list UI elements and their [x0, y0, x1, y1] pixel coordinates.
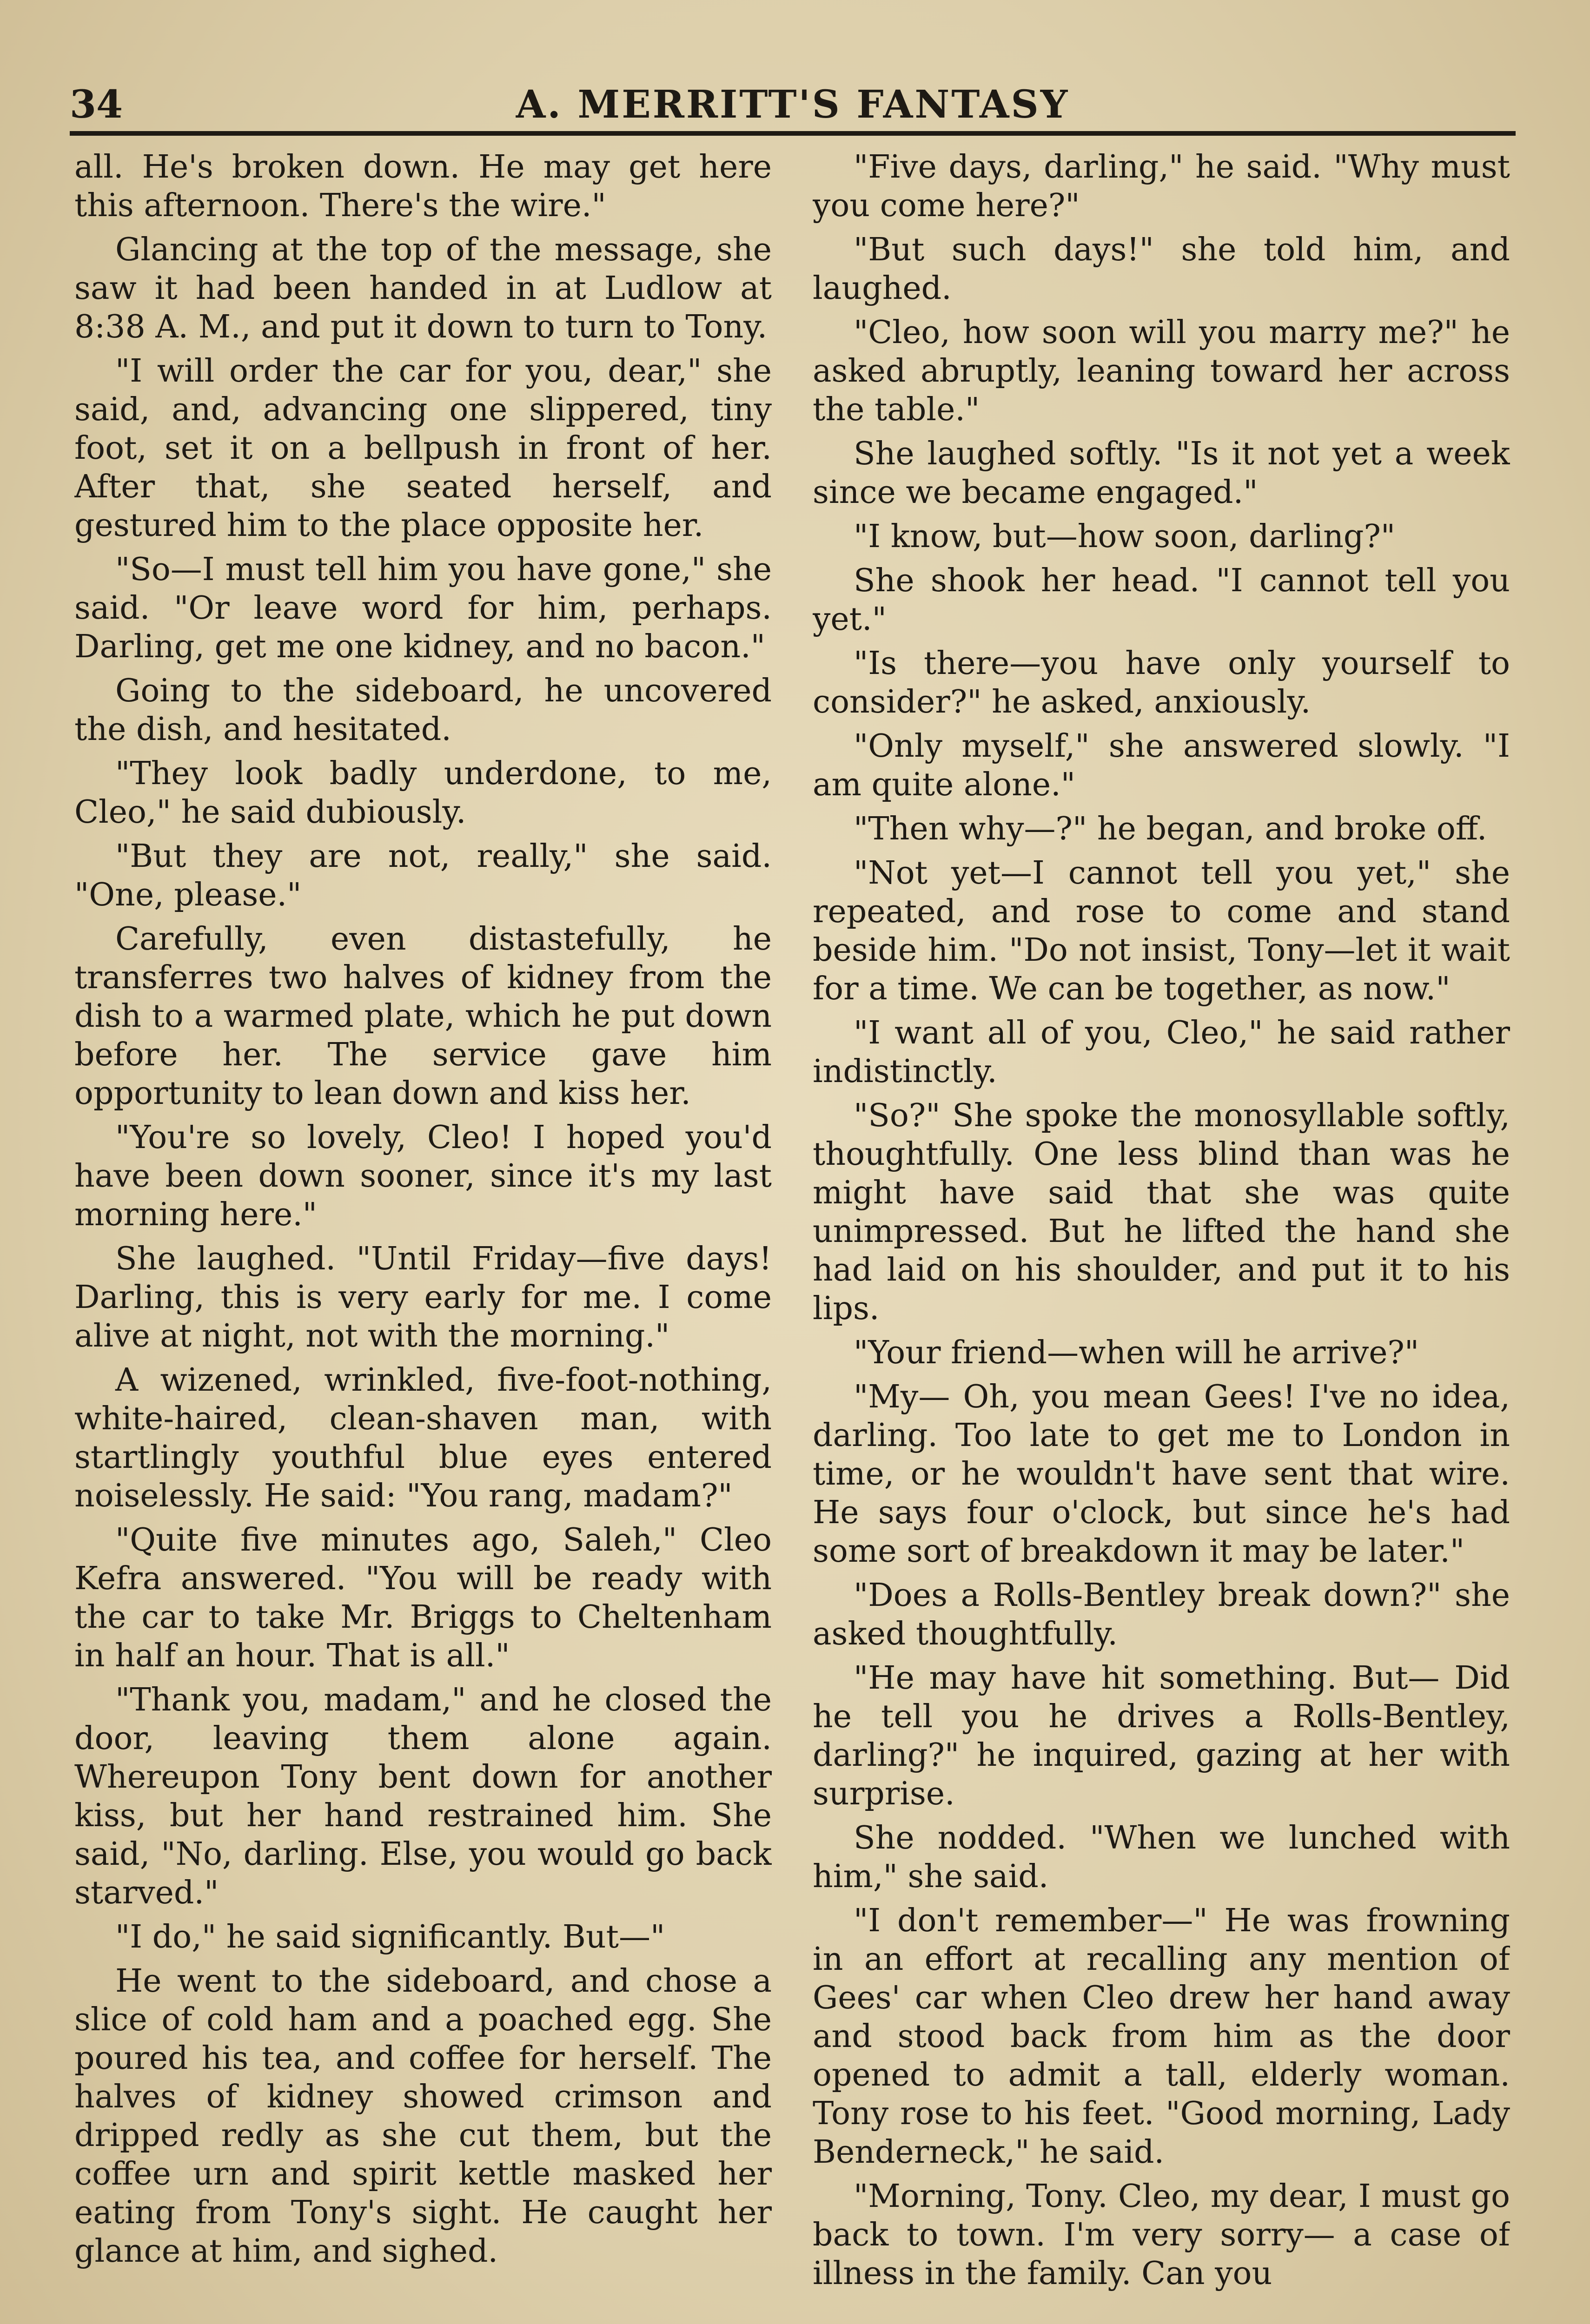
- paragraph: A wizened, wrinkled, five-foot-nothing, white-haired, clean-shaven man, with startlingly youthful blue eyes entered noiselessly. He said: "You rang, madam?": [74, 1362, 772, 1514]
- page-number: 34: [70, 82, 123, 127]
- page-header: [70, 79, 1516, 130]
- text-column-right: [813, 148, 1510, 2324]
- paragraph: "Then why—?" he began, and broke off.: [854, 811, 1487, 847]
- paragraph: Carefully, even distastefully, he transferres two halves of kidney from the dish to a warmed plate, which he put down before her. The service gave him opportunity to lean down and kiss her.: [74, 921, 772, 1112]
- paragraph: She laughed softly. "Is it not yet a week since we became engaged.": [813, 436, 1510, 511]
- paragraph: Going to the sideboard, he uncovered the dish, and hesitated.: [74, 673, 772, 748]
- paragraph: "But they are not, really," she said. "One, please.": [74, 838, 772, 913]
- paragraph: "I don't remember—" He was frowning in an effort at recalling any mention of Gees' car when Cleo drew her hand away and stood back from him as the door opened to admit a tall, elderly woman. Tony rose to his feet. "Good morning, Lady Benderneck," he said.: [813, 1902, 1510, 2171]
- paragraph: He went to the sideboard, and chose a slice of cold ham and a poached egg. She poured his tea, and coffee for herself. The halves of kidney showed crimson and dripped redly as she cut them, but the coffee urn and spirit kettle masked her eating from Tony's sight. He caught her glance at him, and sighed.: [74, 1963, 772, 2270]
- paragraph: "Only myself," she answered slowly. "I am quite alone.": [813, 728, 1510, 803]
- header-rule: [70, 131, 1516, 136]
- paragraph: "Does a Rolls-Bentley break down?" she asked thoughtfully.: [813, 1577, 1510, 1652]
- paragraph: "Your friend—when will he arrive?": [854, 1334, 1419, 1371]
- paragraph: "I want all of you, Cleo," he said rather indistinctly.: [813, 1015, 1510, 1090]
- paragraph: "Not yet—I cannot tell you yet," she repeated, and rose to come and stand beside him. "Do not insist, Tony—let it wait for a time. We can be together, as now.": [813, 855, 1510, 1007]
- paragraph: "They look badly underdone, to me, Cleo," he said dubiously.: [74, 755, 772, 831]
- paragraph: "My— Oh, you mean Gees! I've no idea, darling. Too late to get me to London in time, or he wouldn't have sent that wire. He says four o'clock, but since he's had some sort of breakdown it may be later.": [813, 1379, 1510, 1570]
- paragraph: She shook her head. "I cannot tell you yet.": [813, 562, 1510, 638]
- paragraph: "But such days!" she told him, and laughed.: [813, 231, 1510, 307]
- paragraph: "Thank you, madam," and he closed the door, leaving them alone again. Whereupon Tony bent down for another kiss, but her hand restrained him. She said, "No, darling. Else, you would go back starved.": [74, 1682, 772, 1911]
- paragraph: "He may have hit something. But— Did he tell you he drives a Rolls-Bentley, darling?" he inquired, gazing at her with surprise.: [813, 1660, 1510, 1812]
- paragraph: "Is there—you have only yourself to consider?" he asked, anxiously.: [813, 645, 1510, 720]
- text-column-left: [74, 148, 772, 2324]
- paragraph: Glancing at the top of the message, she saw it had been handed in at Ludlow at 8:38 A. M., and put it down to turn to Tony.: [74, 231, 772, 345]
- paragraph: "So—I must tell him you have gone," she said. "Or leave word for him, perhaps. Darling, get me one kidney, and no bacon.": [74, 551, 772, 665]
- paragraph: She laughed. "Until Friday—five days! Darling, this is very early for me. I come alive at night, not with the morning.": [74, 1241, 772, 1354]
- paragraph: "Morning, Tony. Cleo, my dear, I must go back to town. I'm very sorry— a case of illness in the family. Can you: [813, 2178, 1510, 2292]
- paragraph: "You're so lovely, Cleo! I hoped you'd have been down sooner, since it's my last morning here.": [74, 1119, 772, 1233]
- paragraph: all. He's broken down. He may get here this afternoon. There's the wire.": [74, 149, 772, 224]
- paragraph: "I know, but—how soon, darling?": [854, 518, 1396, 555]
- running-title: A. MERRITT'S FANTASY: [516, 82, 1070, 127]
- paragraph: "Cleo, how soon will you marry me?" he asked abruptly, leaning toward her across the table.": [813, 314, 1510, 428]
- paragraph: "Quite five minutes ago, Saleh," Cleo Kefra answered. "You will be ready with the car to take Mr. Briggs to Cheltenham in half an hour. That is all.": [74, 1522, 772, 1674]
- paragraph: "So?" She spoke the monosyllable softly, thoughtfully. One less blind than was he might have said that she was quite unimpressed. But he lifted the hand she had laid on his shoulder, and put it to his lips.: [813, 1097, 1510, 1327]
- paragraph: She nodded. "When we lunched with him," she said.: [813, 1820, 1510, 1895]
- paragraph: "Five days, darling," he said. "Why must you come here?": [813, 149, 1510, 224]
- paragraph: "I do," he said significantly. But—": [115, 1919, 665, 1955]
- paragraph: "I will order the car for you, dear," she said, and, advancing one slippered, tiny foot, set it on a bellpush in front of her. After that, she seated herself, and gestured him to the place opposite her.: [74, 353, 772, 544]
